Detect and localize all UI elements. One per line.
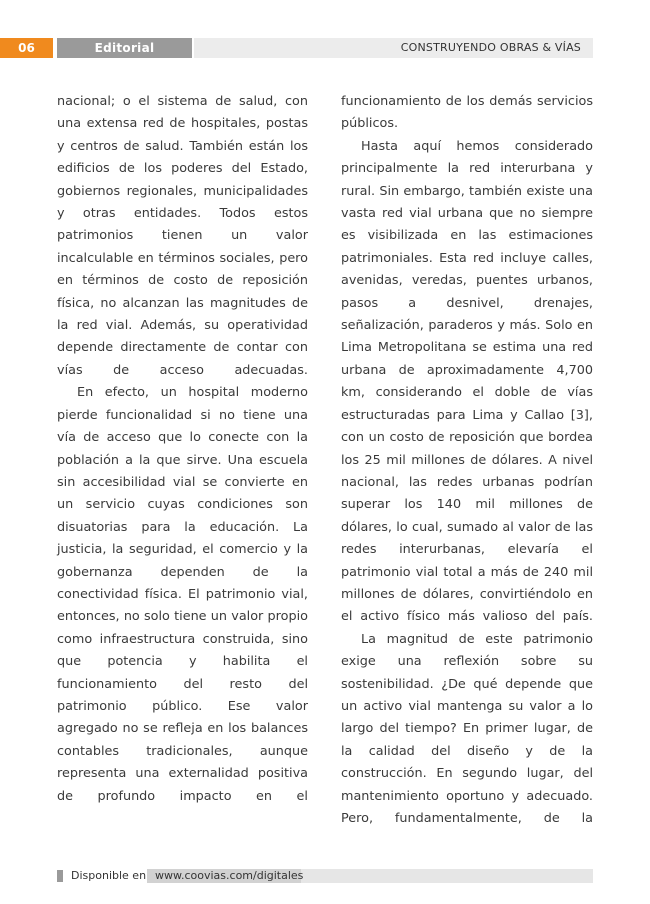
page-number: 06 xyxy=(0,38,53,58)
right-column xyxy=(341,91,593,830)
section-label: Editorial xyxy=(57,38,192,58)
magazine-title: CONSTRUYENDO OBRAS & VÍAS xyxy=(194,38,593,58)
paragraph: funcionamiento de los demás servicios públicos. xyxy=(341,94,593,132)
left-column xyxy=(57,91,308,808)
paragraph: Hasta aquí hemos considerado principalmente la red interurbana y rural. Sin embargo, también existe una vasta red vial urbana que no siempre es visibilizada en las estimaciones patrimoniales. Esta red incluye calles, avenidas, veredas, puentes urbanos, pasos a desnivel, drenajes, señalización, paraderos y más. Solo en Lima Metropolitana se estima una red urbana de aproximadamente 4,700 km, considerando el doble de vías estructuradas para Lima y Callao [3], con un costo de reposición que bordea los 25 mil millones de dólares. A nivel nacional, las redes urbanas podrían superar los 140 mil millones de dólares, lo cual, sumado al valor de las redes interurbanas, elevaría el patrimonio vial total a más de 240 mil millones de dólares, convirtiéndolo en el activo físico más valioso del país. xyxy=(341,138,593,625)
paragraph: La magnitud de este patrimonio exige una reflexión sobre su sostenibilidad. ¿De qué depende que un activo vial mantenga su valor a lo largo del tiempo? En primer lugar, de la calidad del diseño y de la construcción. En segundo lugar, del mantenimiento oportuno y adecuado. Pero, fundamentalmente, de la xyxy=(341,631,593,826)
footer-link[interactable]: www.coovias.com/digitales xyxy=(155,869,304,882)
paragraph: nacional; o el sistema de salud, con una extensa red de hospitales, postas y centros de salud. También están los edificios de los poderes del Estado, gobiernos regionales, municipalidades y otras entidades. Todos estos patrimonios tienen un valor incalculable en términos sociales, pero en términos de costo de reposición física, no alcanzan las magnitudes de la red vial. Además, su operatividad depende directamente de contar con vías de acceso adecuadas. xyxy=(57,94,308,378)
paragraph: En efecto, un hospital moderno pierde funcionalidad si no tiene una vía de acceso que lo conecte con la población a la que sirve. Una escuela sin accesibilidad vial se convierte en un servicio cuyas condiciones son disuatorias para la educación. La justicia, la seguridad, el comercio y la gobernanza dependen de la conectividad física. El patrimonio vial, entonces, no solo tiene un valor propio como infraestructura construida, sino que potencia y habilita el funcionamiento del resto del patrimonio público. Ese valor agregado no se refleja en los balances contables tradicionales, aunque representa una externalidad positiva de profundo impacto en el xyxy=(57,385,308,804)
footer-label: Disponible en xyxy=(71,869,147,882)
footer-marker xyxy=(57,870,63,882)
